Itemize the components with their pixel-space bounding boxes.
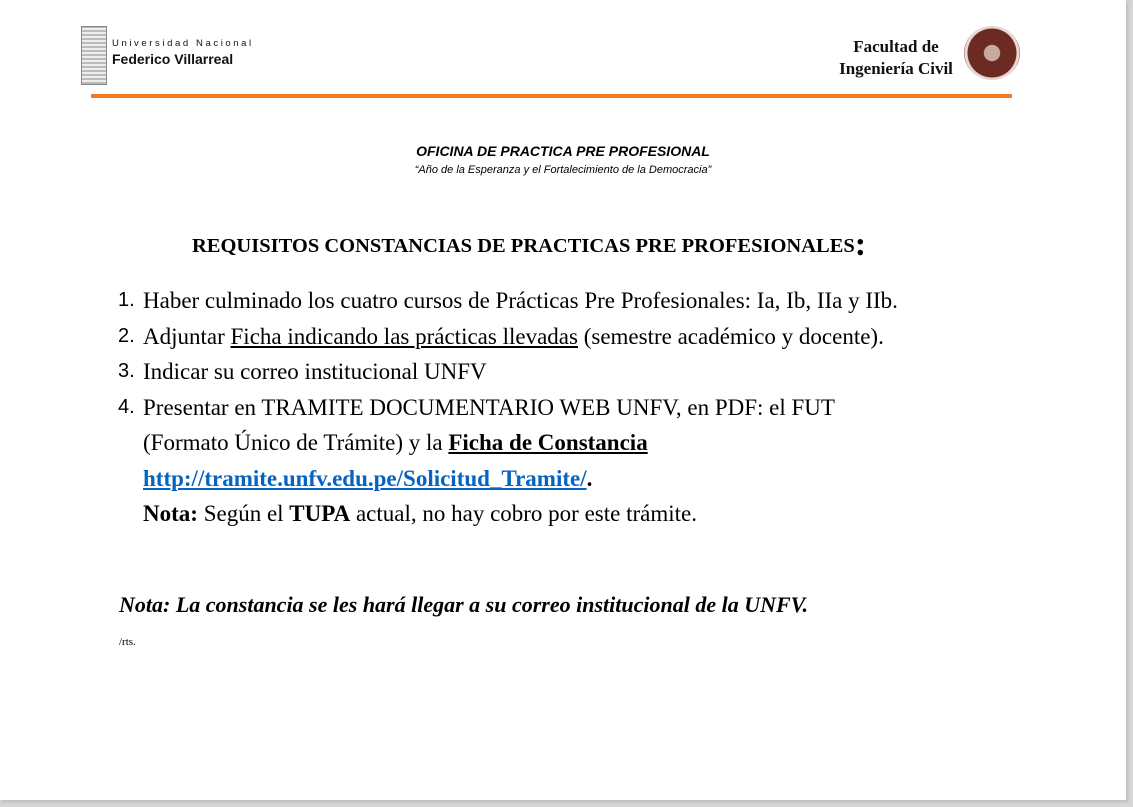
faculty-line1: Facultad de [853, 37, 939, 56]
office-motto: “Año de la Esperanza y el Fortalecimiento de la Democracia” [414, 164, 712, 176]
ficha-constancia: Ficha de Constancia [448, 430, 648, 455]
item-number: 1. [118, 289, 135, 311]
signature-initials: /rts. [119, 636, 136, 648]
list-item [118, 354, 898, 390]
item-number: 4. [118, 395, 135, 418]
heading-text: REQUISITOS CONSTANCIAS DE PRACTICAS PRE PROFESIONALES [192, 235, 855, 257]
university-name-line1: Universidad Nacional [112, 38, 254, 49]
page-title [192, 226, 866, 264]
item-number: 3. [118, 360, 135, 382]
list-item [118, 319, 898, 355]
item-line2 [143, 425, 835, 461]
heading-colon: : [854, 226, 867, 263]
item-line1: Presentar en TRAMITE DOCUMENTARIO WEB UNFV, en PDF: el FUT [143, 394, 835, 420]
header-divider [91, 94, 1012, 98]
faculty-name [826, 36, 966, 80]
nota-label: Nota: [143, 501, 198, 526]
tramite-link[interactable]: http://tramite.unfv.edu.pe/Solicitud_Tramite/ [143, 465, 587, 491]
item-text: Haber culminado los cuatro cursos de Prácticas Pre Profesionales: Ia, Ib, IIa y IIb. [143, 288, 898, 313]
footer-note: Nota: La constancia se les hará llegar a su correo institucional de la UNFV. [119, 592, 808, 617]
university-logo [81, 26, 107, 85]
requirements-list [118, 283, 898, 532]
nota-post: actual, no hay cobro por este trámite. [350, 501, 697, 526]
list-item [118, 390, 898, 532]
item-underlined: Ficha indicando las prácticas llevadas [230, 323, 578, 349]
item-number: 2. [118, 324, 135, 347]
office-title: OFICINA DE PRACTICA PRE PROFESIONAL [416, 143, 710, 159]
list-item [118, 283, 898, 319]
item-nota [143, 496, 835, 532]
nota-tupa: TUPA [289, 501, 351, 526]
item-text: Indicar su correo institucional UNFV [143, 359, 487, 384]
faculty-seal-logo [964, 26, 1020, 80]
link-end: . [586, 465, 593, 491]
item-text-pre: Adjuntar [143, 323, 231, 349]
item-text-post: (semestre académico y docente). [577, 323, 884, 349]
item-line3 [143, 461, 835, 497]
faculty-line2: Ingeniería Civil [839, 59, 953, 78]
item-text [143, 390, 835, 532]
university-name-line2: Federico Villarreal [112, 51, 234, 67]
nota-pre: Según el [197, 501, 290, 526]
item-line2-pre: (Formato Único de Trámite) y la [143, 430, 449, 455]
item-text [143, 319, 884, 355]
